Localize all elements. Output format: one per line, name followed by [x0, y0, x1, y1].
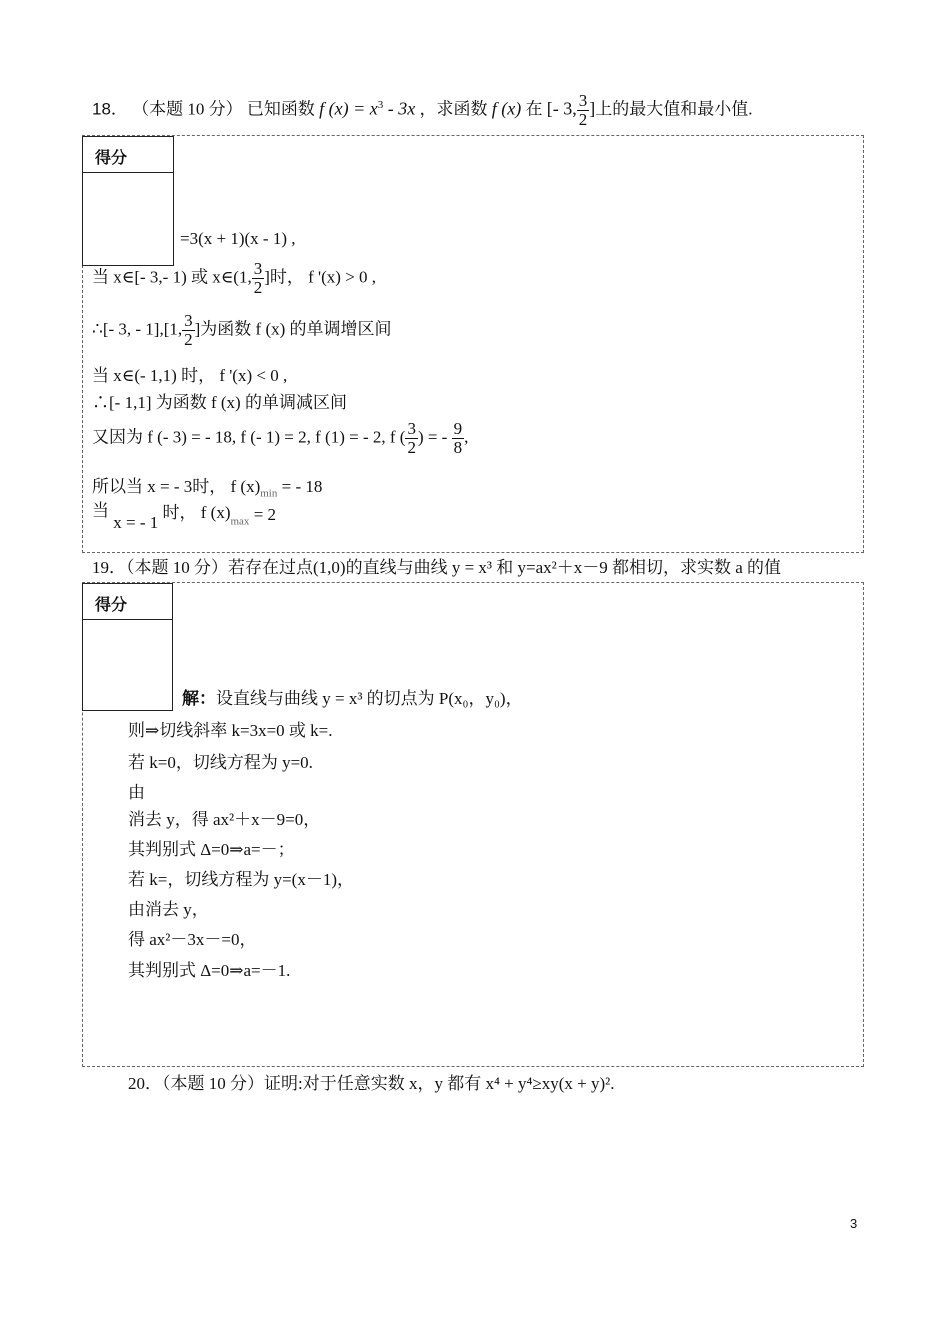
- q18-text3: 在: [525, 99, 543, 119]
- frac-den: 2: [253, 278, 263, 297]
- page-number: 3: [850, 1216, 858, 1231]
- sol18-line7: [92, 501, 277, 532]
- q18-frac-num: 3: [578, 91, 588, 110]
- q18-score: （本题 10 分）: [132, 99, 243, 119]
- question-20: 20．（本题 10 分）证明:对于任意实数 x，y 都有 x⁴ + y⁴≥xy(x + y)².: [128, 1074, 615, 1093]
- sol18-line5-fraction2: [452, 420, 465, 457]
- score-box-19: [82, 583, 173, 711]
- sol18-line6a: 所以当 x = - 3时， f (x): [92, 477, 261, 496]
- sol18-line1b: ]时， f '(x) > 0 ,: [264, 267, 377, 287]
- sol18-line5-fraction1: [405, 420, 418, 457]
- sol19-line0b: 设直线与曲线 y = x³ 的切点为 P(x₀，y₀)，: [216, 689, 523, 708]
- score-label-18: 得分: [83, 137, 173, 173]
- sol18-line3: 当 x∈(- 1,1) 时， f '(x) < 0 ,: [92, 366, 288, 385]
- sol18-line1: [92, 260, 376, 297]
- sol19-line5: 其判别式 Δ=0⇒a=－；: [128, 840, 295, 859]
- frac-num: 3: [253, 259, 263, 278]
- sol18-line7b: x = - 1: [113, 513, 159, 532]
- sol19-line4: 消去 y，得 ax²＋x－9=0，: [128, 810, 321, 829]
- q18-text1: 已知函数: [246, 99, 315, 119]
- score-box-18: [82, 136, 174, 266]
- sol18-line1a: 当 x∈[- 3,- 1) 或 x∈(1,: [92, 267, 252, 287]
- score-label-19: 得分: [83, 584, 172, 620]
- q18-interval-right: ]: [589, 98, 596, 119]
- sol19-line6: 若 k=，切线方程为 y=(x－1)，: [128, 870, 354, 889]
- sol18-line7-sub: max: [230, 515, 250, 528]
- sol19-answer-label: 解：: [182, 689, 216, 708]
- sol18-line4: ∴[- 1,1] 为函数 f (x) 的单调减区间: [92, 393, 347, 412]
- frac-num: 3: [184, 311, 193, 330]
- q18-interval-left: [- 3,: [546, 98, 577, 119]
- sol18-line5: [92, 420, 468, 457]
- q18-fraction: [577, 92, 590, 129]
- sol18-line6-sub: min: [260, 487, 278, 500]
- sol18-line5b: ) = -: [417, 427, 448, 447]
- question-18: [92, 92, 753, 129]
- q18-text4: 上的最大值和最小值.: [595, 99, 753, 119]
- sol19-line7: 由消去 y，: [128, 900, 209, 919]
- q18-frac-den: 2: [578, 110, 588, 129]
- sol18-line0: =3(x + 1)(x - 1) ,: [180, 229, 296, 248]
- frac-den: 2: [407, 438, 416, 457]
- sol18-line2b: ]为函数 f (x) 的单调增区间: [194, 319, 392, 339]
- sol18-line6: [92, 472, 322, 499]
- sol18-line6b: = - 18: [277, 477, 323, 496]
- sol19-line8: 得 ax²－3x－=0，: [128, 930, 257, 949]
- sol18-line1-fraction: [252, 260, 265, 297]
- q18-function: f (x) = x: [319, 98, 378, 119]
- frac-den: 8: [453, 438, 463, 457]
- frac-num: 9: [453, 419, 463, 438]
- question-19: 19．（本题 10 分）若存在过点(1,0)的直线与曲线 y = x³ 和 y=ax²＋x－9 都相切，求实数 a 的值: [92, 558, 782, 577]
- sol19-line3: 由: [128, 783, 145, 802]
- sol18-line2a: ∴[- 3, - 1],[1,: [92, 319, 183, 339]
- q18-exponent: 3: [377, 98, 384, 111]
- sol18-line7d: = 2: [249, 505, 277, 524]
- sol18-line2: [92, 312, 392, 349]
- sol19-line2: 若 k=0，切线方程为 y=0.: [128, 753, 313, 772]
- frac-num: 3: [407, 419, 416, 438]
- sol19-line1: 则⇒切线斜率 k=3x=0 或 k=.: [128, 721, 333, 740]
- q18-function-rest: - 3x: [383, 98, 416, 119]
- q18-function2: f (x): [491, 98, 522, 119]
- sol18-line7c: 时， f (x): [162, 503, 231, 522]
- q18-text2: ，求函数: [419, 99, 488, 119]
- sol18-line5c: ,: [464, 427, 469, 447]
- q18-number: 18．: [92, 99, 128, 119]
- sol18-line2-fraction: [182, 312, 195, 349]
- sol18-line5a: 又因为 f (- 3) = - 18, f (- 1) = 2, f (1) = - 2, f (: [92, 427, 406, 447]
- sol19-line0: [182, 684, 523, 709]
- frac-den: 2: [184, 330, 193, 349]
- sol19-line9: 其判别式 Δ=0⇒a=－1.: [128, 961, 291, 980]
- sol18-line7a: 当: [92, 501, 109, 520]
